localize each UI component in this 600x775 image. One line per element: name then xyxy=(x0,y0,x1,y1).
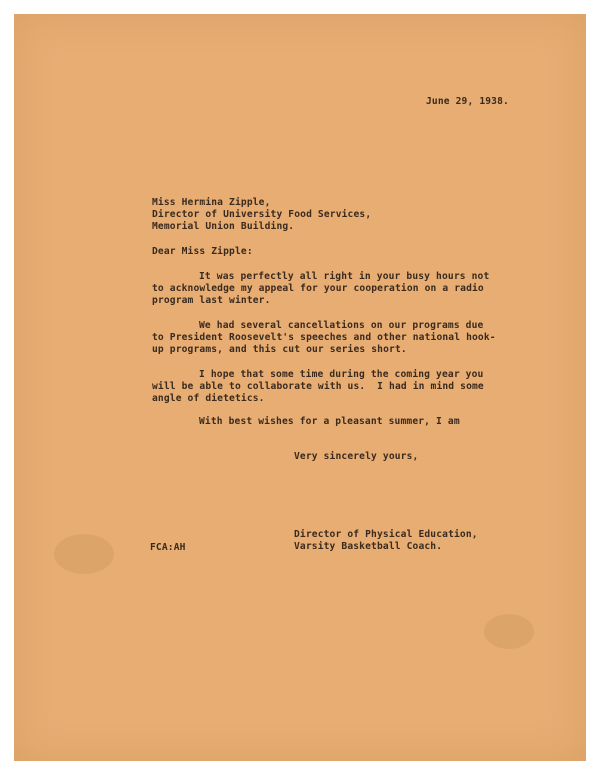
addressee-line: Miss Hermina Zipple, xyxy=(152,197,271,208)
body-line: up programs, and this cut our series short. xyxy=(152,344,407,355)
body-line: I hope that some time during the coming year you xyxy=(199,369,484,380)
paper-stain xyxy=(54,534,114,574)
complimentary-close: Very sincerely yours, xyxy=(294,451,419,462)
letter-date: June 29, 1938. xyxy=(426,96,509,107)
body-line: It was perfectly all right in your busy hours not xyxy=(199,271,490,282)
reference-initials: FCA:AH xyxy=(150,542,186,553)
body-line: program last winter. xyxy=(152,295,271,306)
body-line: to acknowledge my appeal for your cooperation on a radio xyxy=(152,283,484,294)
addressee-line: Memorial Union Building. xyxy=(152,221,295,232)
letter-page xyxy=(14,14,586,761)
signature-title: Director of Physical Education, xyxy=(294,529,478,540)
body-line: With best wishes for a pleasant summer, I am xyxy=(199,416,460,427)
salutation: Dear Miss Zipple: xyxy=(152,246,253,257)
body-line: to President Roosevelt's speeches and other national hook- xyxy=(152,332,496,343)
body-line: We had several cancellations on our programs due xyxy=(199,320,484,331)
body-line: angle of dietetics. xyxy=(152,393,265,404)
body-line: will be able to collaborate with us. I had in mind some xyxy=(152,381,484,392)
addressee-line: Director of University Food Services, xyxy=(152,209,372,220)
signature-title: Varsity Basketball Coach. xyxy=(294,541,443,552)
paper-stain xyxy=(484,614,534,649)
